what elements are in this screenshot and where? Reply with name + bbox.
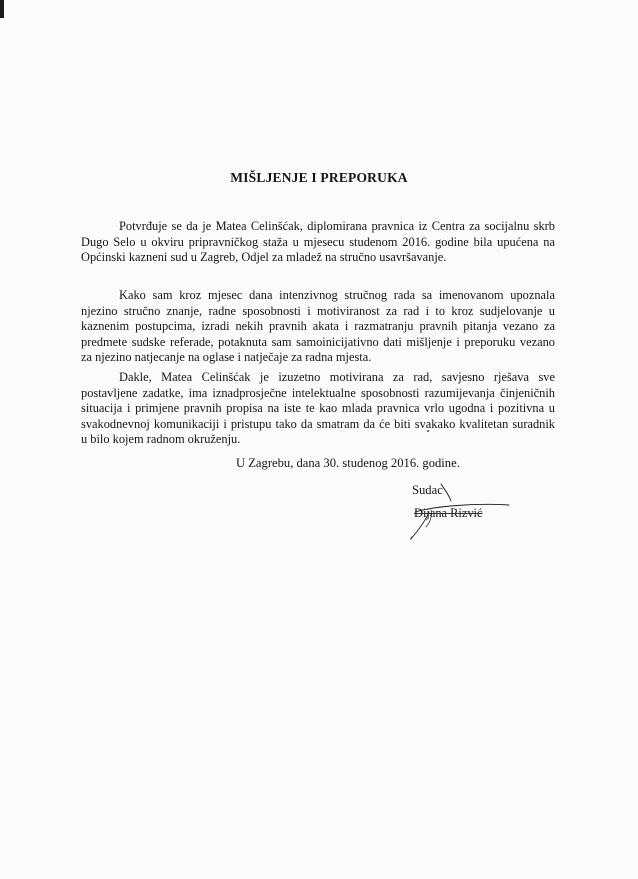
place-date: U Zagrebu, dana 30. studenog 2016. godine. (236, 456, 460, 470)
paragraph-line: svakodnevnoj komunikaciji i pristupu tako da smatram da će biti svakako kvalitetan suradnik (81, 416, 555, 431)
paragraph-confirmation (81, 219, 555, 266)
paragraph-line: predmete sudske referade, potaknuta sam samoinicijativno dati mišljenje i preporuku vezano (81, 334, 555, 349)
paragraph-line: njezino stručno znanje, radne sposobnosti i motiviranost za rad i to kroz sudjelovanje u (81, 303, 555, 318)
paragraph-line: u bilo kojem radnom okruženju. (81, 432, 241, 446)
signatory-title: Sudac (412, 483, 443, 497)
paragraph-line: kaznenim postupcima, izradi nekih pravnih akata i razmatranju pravnih pitanja vezano za (81, 319, 555, 333)
paragraph-line: za njezino natjecanje na oglase i natječaje za radna mjesta. (81, 350, 372, 364)
document-title: MIŠLJENJE I PREPORUKA (230, 170, 408, 185)
paragraph-line: Kako sam kroz mjesec dana intenzivnog stručnog rada sa imenovanom upoznala (119, 288, 555, 302)
scan-edge-mark (0, 0, 4, 18)
paragraph-line: Dugo Selo u okviru pripravničkog staža u mjesecu studenom 2016. godine bila upućena na (81, 234, 555, 249)
paragraph-line: Potvrđuje se da je Matea Celinšćak, diplomirana pravnica iz Centra za socijalnu skrb (119, 219, 555, 233)
paragraph-line: situacija i primjene pravnih propisa na iste te kao mlada pravnica vrlo ugodna i pozitivna u (81, 401, 555, 415)
handwritten-signature (385, 482, 535, 552)
paragraph-line: postavljene zadatke, ima iznadprosječne intelektualne sposobnosti razumijevanja činjeničnih (81, 385, 555, 400)
paragraph-recommendation (81, 370, 555, 448)
paragraph-assessment (81, 288, 555, 366)
scan-speck (427, 430, 429, 432)
signatory-name: Dijana Rizvić (414, 506, 483, 520)
paragraph-line: Dakle, Matea Celinšćak je izuzetno motivirana za rad, savjesno rješava sve (119, 370, 555, 384)
paragraph-line: Općinski kazneni sud u Zagreb, Odjel za mladež na stručno usavršavanje. (81, 250, 447, 264)
